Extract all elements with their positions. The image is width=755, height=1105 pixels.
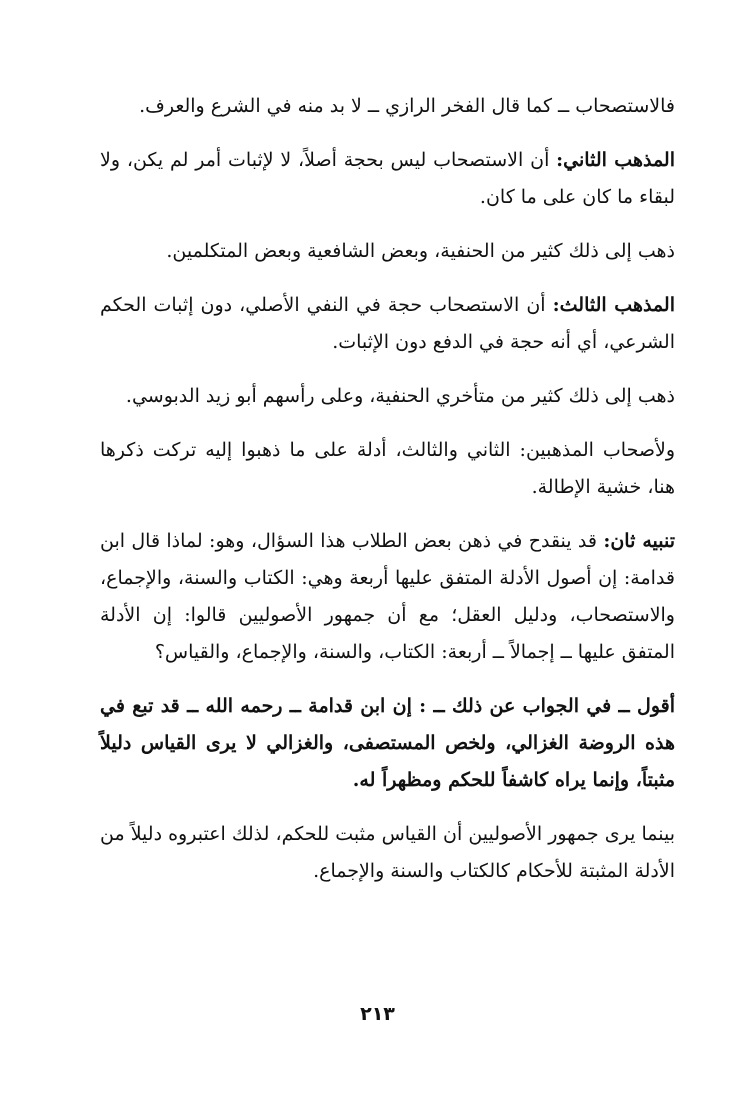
paragraph-2	[100, 142, 675, 216]
paragraph-9	[100, 816, 675, 890]
paragraph-7	[100, 523, 675, 671]
paragraph-2-text: أن الاستصحاب ليس بحجة أصلاً، لا لإثبات أمر لم يكن، ولا لبقاء ما كان على ما كان.	[100, 149, 675, 208]
paragraph-8	[100, 688, 675, 799]
paragraph-3-text: ذهب إلى ذلك كثير من الحنفية، وبعض الشافعية وبعض المتكلمين.	[166, 240, 675, 262]
paragraph-6	[100, 432, 675, 506]
paragraph-4-text: أن الاستصحاب حجة في النفي الأصلي، دون إثبات الحكم الشرعي، أي أنه حجة في الدفع دون الإثبات.	[100, 294, 675, 353]
paragraph-2-lead: المذهب الثاني:	[556, 149, 675, 171]
paragraph-8-lead: أقول ــ في الجواب عن ذلك ــ : إن ابن قدامة ــ رحمه الله ــ قد تبع في هذه الروضة الغزالي، ولخص المستصفى، والغزالي لا يرى القياس دليلاً مثبتاً، وإنما يراه كاشفاً للحكم ومظهراً له.	[100, 695, 675, 791]
paragraph-6-text: ولأصحاب المذهبين: الثاني والثالث، أدلة على ما ذهبوا إليه تركت ذكرها هنا، خشية الإطالة.	[100, 439, 675, 498]
paragraph-7-text: قد ينقدح في ذهن بعض الطلاب هذا السؤال، وهو: لماذا قال ابن قدامة: إن أصول الأدلة المتفق عليها أربعة وهي: الكتاب والسنة، والإجماع، والاستصحاب، ودليل العقل؛ مع أن جمهور الأصوليين قالوا: إن الأدلة المتفق عليها ــ إجمالاً ــ أربعة: الكتاب، والسنة، والإجماع، والقياس؟	[100, 530, 675, 663]
page-number: ٢١٣	[360, 1003, 395, 1025]
paragraph-1-text: فالاستصحاب ــ كما قال الفخر الرازي ــ لا بد منه في الشرع والعرف.	[139, 95, 675, 117]
paragraph-5-text: ذهب إلى ذلك كثير من متأخري الحنفية، وعلى رأسهم أبو زيد الدبوسي.	[125, 385, 675, 407]
paragraph-4-lead: المذهب الثالث:	[552, 294, 675, 316]
page-body	[100, 88, 675, 907]
paragraph-5	[100, 378, 675, 415]
paragraph-7-lead: تنبيه ثان:	[603, 530, 675, 552]
paragraph-3	[100, 233, 675, 270]
paragraph-9-text: بينما يرى جمهور الأصوليين أن القياس مثبت للحكم، لذلك اعتبروه دليلاً من الأدلة المثبتة للأحكام كالكتاب والسنة والإجماع.	[100, 823, 675, 882]
paragraph-1	[100, 88, 675, 125]
paragraph-4	[100, 287, 675, 361]
